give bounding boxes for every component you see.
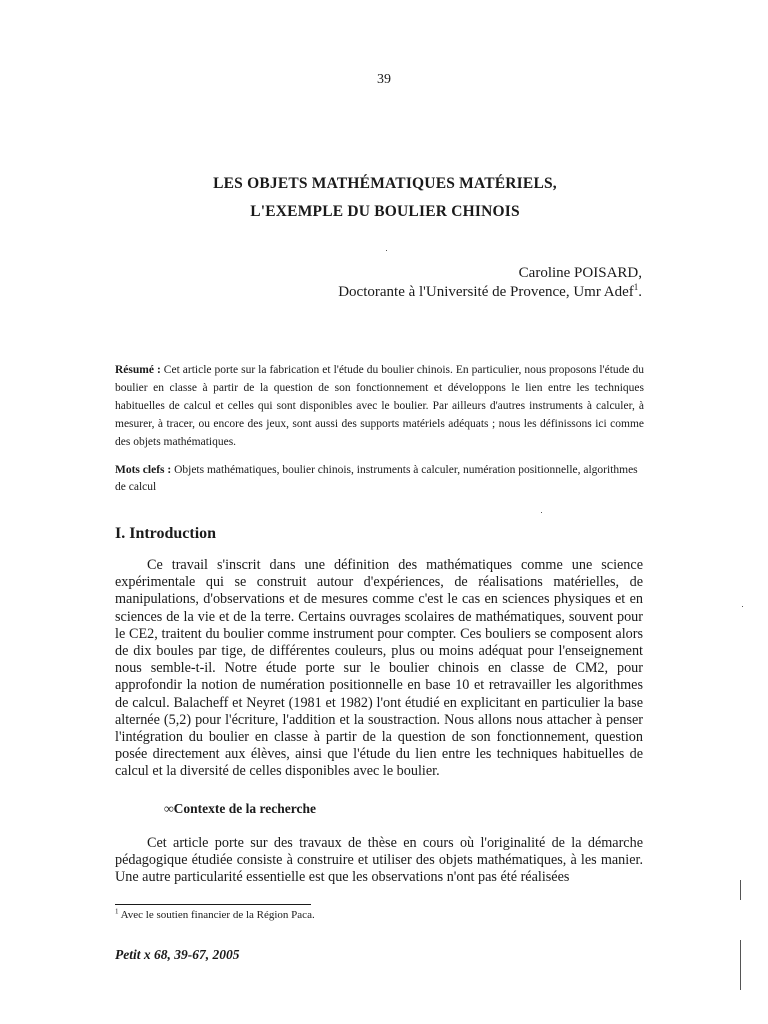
section-heading: I. Introduction xyxy=(115,525,217,542)
abstract-label: Résumé : xyxy=(115,364,161,376)
introduction-paragraph-2: Cet article porte sur des travaux de thèse en cours où l'originalité de la démarche pédagogique étudiée consiste à construire et utiliser des objets mathématiques, à les manier. Une autre particularité essentielle est que les observations n'ont pas été réalisées xyxy=(115,835,643,886)
affiliation-text: Doctorante à l'Université de Provence, Umr Adef xyxy=(338,284,634,300)
scan-artifact xyxy=(740,880,741,900)
keywords xyxy=(115,462,644,496)
abstract-text: Cet article porte sur la fabrication et l'étude du boulier chinois. En particulier, nous proposons l'étude du boulier en classe à partir de la question de son fonctionnement et développons le lien entre les techniques habituelles de calcul et celles qui sont disponibles avec le boulier. Par ailleurs d'autres instruments à calculer, à mesurer, à tracer, ou encore des jeux, sont aussi des supports matériels adéquats ; nous les définissons ici comme des objets mathématiques. xyxy=(115,364,644,448)
footnote-mark: 1 xyxy=(115,907,119,916)
scan-artifact xyxy=(541,512,542,513)
footnote-text: Avec le soutien financier de la Région Paca. xyxy=(118,909,315,921)
abstract xyxy=(115,361,644,451)
keywords-label: Mots clefs : xyxy=(115,464,172,476)
author-affiliation xyxy=(338,283,642,302)
title-line-1: LES OBJETS MATHÉMATIQUES MATÉRIELS, xyxy=(213,175,557,192)
footnote xyxy=(115,909,315,921)
subsection-heading: ∞Contexte de la recherche xyxy=(164,801,316,816)
footnote-divider xyxy=(115,904,311,905)
journal-footer: Petit x 68, 39-67, 2005 xyxy=(115,947,240,962)
keywords-text: Objets mathématiques, boulier chinois, instruments à calculer, numération positionnelle, algorithmes de calcul xyxy=(115,464,638,493)
author-block xyxy=(338,264,642,302)
footnote-reference[interactable]: 1 xyxy=(633,282,639,292)
introduction-paragraph-1: Ce travail s'inscrit dans une définition des mathématiques comme une science expérimentale qui se construit autour d'expériences, de réalisations matérielles, de manipulations, d'observations et de mesures comme c'est le cas en sciences physiques et en sciences de la vie et de la terre. Certains ouvrages scolaires de mathématiques, souvent pour le CE2, traitent du boulier comme instrument pour compter. Ces bouliers se composent alors de dix boules par tige, de différentes couleurs, plus ou moins adéquat pour l'enseignement nous semble-t-il. Notre étude porte sur le boulier chinois en classe de CM2, pour approfondir la notion de numération positionnelle en base 10 et retravailler les algorithmes de calcul. Balacheff et Neyret (1981 et 1982) l'ont étudié en explicitant en particulier la base alternée (5,2) pour l'écriture, l'addition et la soustraction. Nous allons nous attacher à penser l'intégration du boulier en classe à partir de la question de son fonctionnement, question posée directement aux élèves, ainsi que l'étude du lien entre les techniques habituelles de calcul et la diversité de celles disponibles avec le boulier. xyxy=(115,557,643,780)
affiliation-period: . xyxy=(638,284,642,300)
page-number: 39 xyxy=(377,72,391,87)
scan-artifact xyxy=(742,606,743,607)
author-name: Caroline POISARD, xyxy=(518,265,642,281)
article-title xyxy=(100,170,670,226)
scan-artifact xyxy=(386,250,387,251)
scan-artifact xyxy=(740,940,741,990)
title-line-2: L'EXEMPLE DU BOULIER CHINOIS xyxy=(250,203,520,220)
